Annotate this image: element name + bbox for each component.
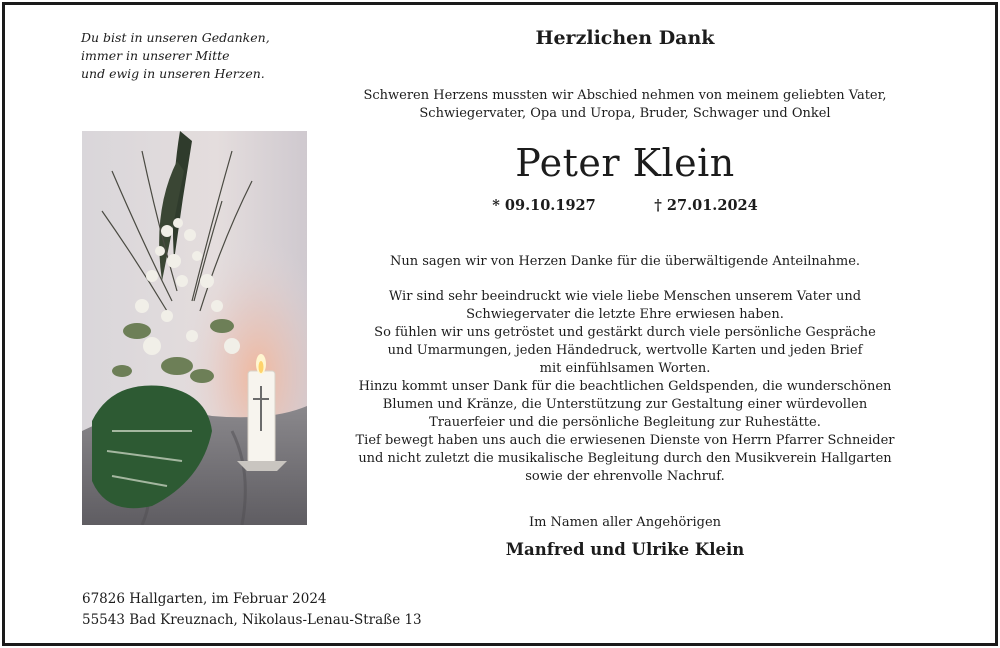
- signers-names: Manfred und Ulrike Klein: [505, 540, 745, 559]
- life-dates: [330, 197, 920, 214]
- street-address: 55543 Bad Kreuznach, Nikolaus-Lenau-Straße 13: [82, 612, 422, 628]
- intro-text: [330, 87, 920, 123]
- memorial-motto: [81, 29, 270, 83]
- place-date: 67826 Hallgarten, im Februar 2024: [82, 591, 327, 607]
- thanks-line: Nun sagen wir von Herzen Danke für die überwältigende Anteilnahme.: [389, 254, 861, 269]
- birth-date: * 09.10.1927: [492, 197, 596, 214]
- thanks-line: Trauerfeier und die persönliche Begleitung zur Ruhestätte.: [429, 415, 821, 430]
- death-date: † 27.01.2024: [654, 197, 758, 214]
- thanks-line: So fühlen wir uns getröstet und gestärkt durch viele persönliche Gespräche: [374, 325, 876, 340]
- thanks-line: Tief bewegt haben uns auch die erwiesenen Dienste von Herrn Pfarrer Schneider: [355, 433, 895, 448]
- thanks-line: und nicht zuletzt die musikalische Begleitung durch den Musikverein Hallgarten: [358, 451, 892, 466]
- intro-line: Schwiegervater, Opa und Uropa, Bruder, Schwager und Onkel: [419, 106, 831, 121]
- thanks-line: und Umarmungen, jeden Händedruck, wertvolle Karten und jeden Brief: [387, 343, 863, 358]
- thanks-line: Hinzu kommt unser Dank für die beachtlichen Geldspenden, die wunderschönen: [358, 379, 892, 394]
- notice-heading: Herzlichen Dank: [535, 27, 715, 49]
- flower-arrangement-photo: [82, 131, 307, 525]
- intro-line: Schweren Herzens mussten wir Abschied nehmen von meinem geliebten Vater,: [363, 88, 887, 103]
- thanks-text: [330, 253, 920, 486]
- thanks-line: mit einfühlsamen Worten.: [539, 361, 711, 376]
- motto-line: immer in unserer Mitte: [81, 48, 230, 63]
- thanks-line: Schwiegervater die letzte Ehre erwiesen haben.: [466, 307, 784, 322]
- address-block: [82, 589, 422, 631]
- motto-line: Du bist in unseren Gedanken,: [81, 30, 270, 45]
- motto-line: und ewig in unseren Herzen.: [81, 66, 265, 81]
- signoff-text: Im Namen aller Angehörigen: [528, 515, 722, 530]
- thanks-line: Wir sind sehr beeindruckt wie viele liebe Menschen unserem Vater und: [388, 289, 862, 304]
- thanks-line: Blumen und Kränze, die Unterstützung zur Gestaltung einer würdevollen: [382, 397, 868, 412]
- deceased-name: Peter Klein: [515, 141, 735, 185]
- thanks-line: sowie der ehrenvolle Nachruf.: [525, 469, 725, 484]
